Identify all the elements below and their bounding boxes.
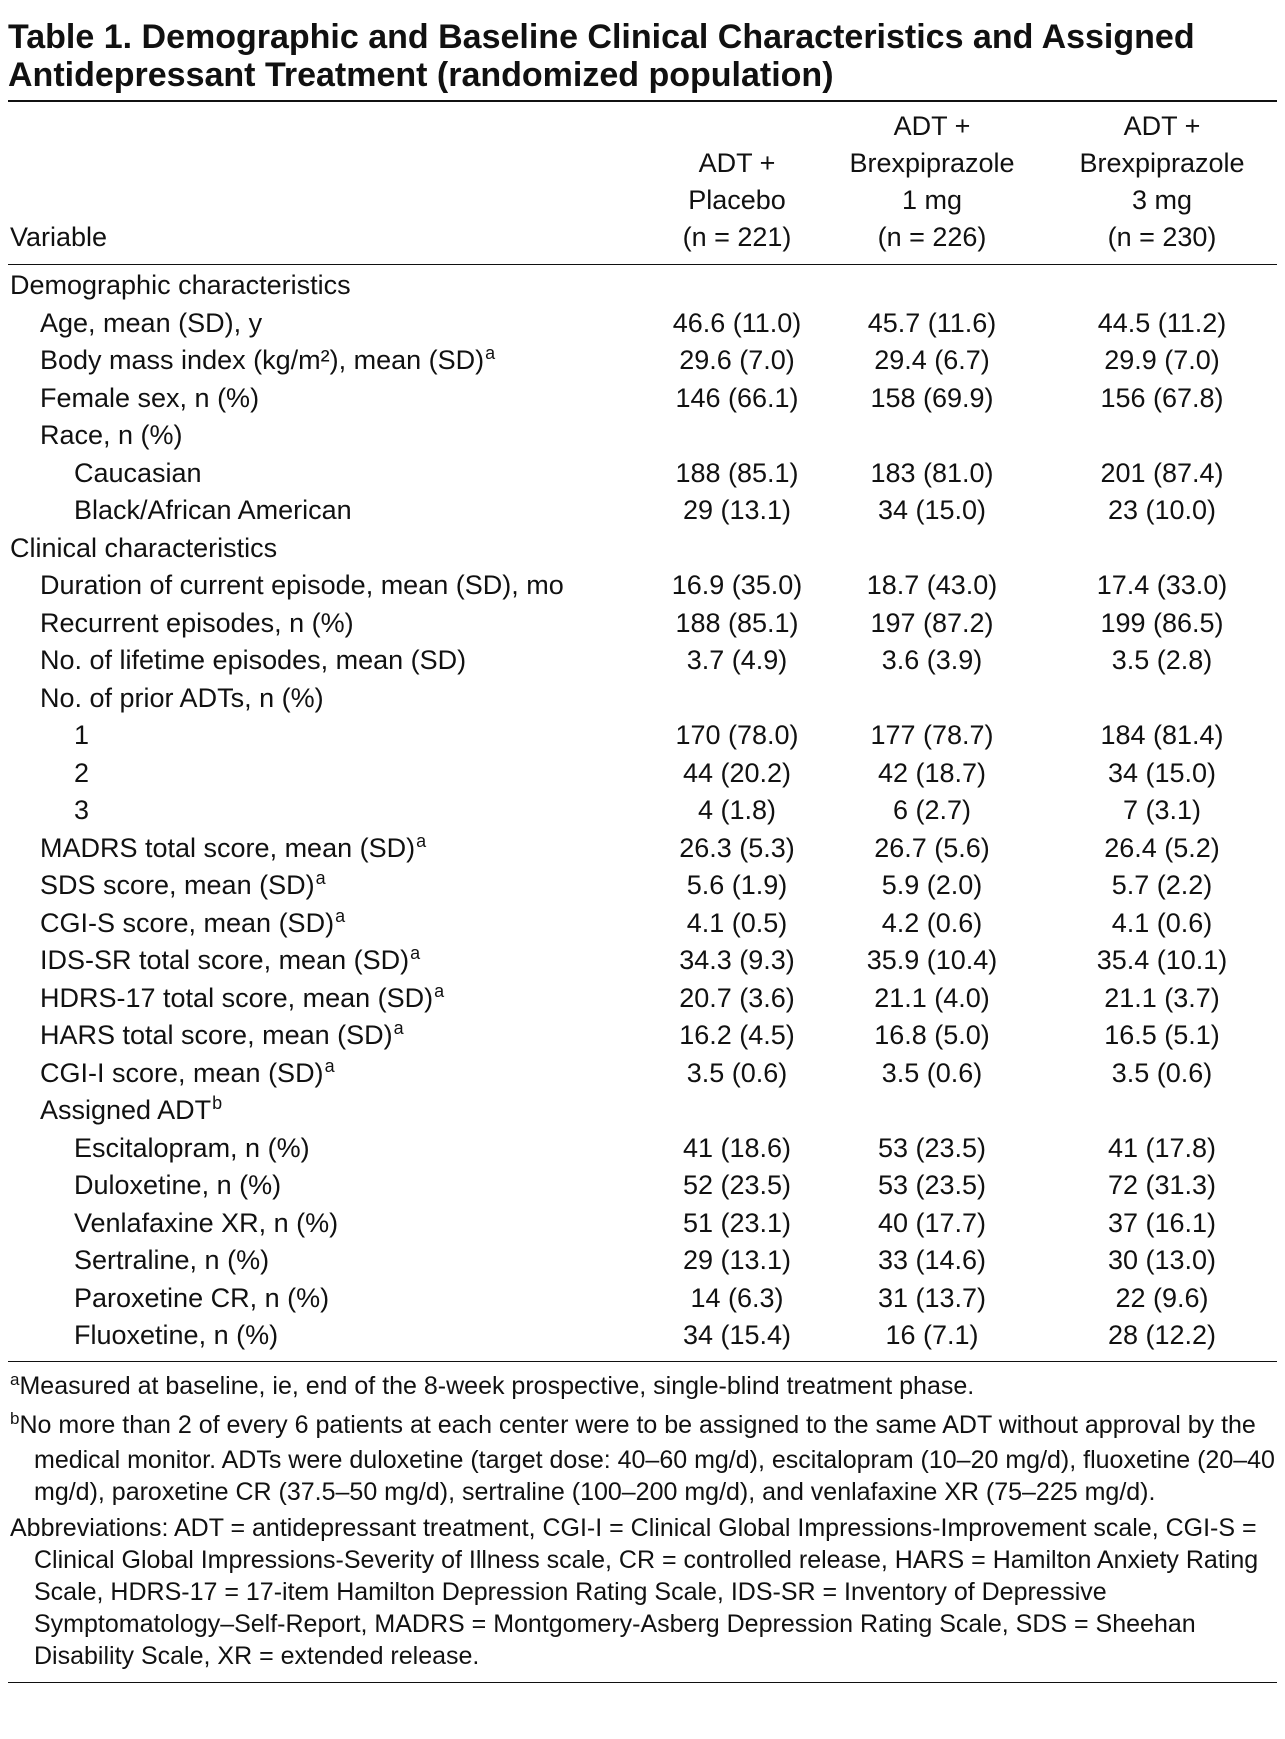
row-label: Venlafaxine XR, n (%) (74, 1207, 339, 1238)
row-label: Race, n (%) (40, 420, 183, 451)
table-row (8, 755, 1277, 793)
table-row (8, 1317, 1277, 1355)
cell-value: 22 (9.6) (1115, 1282, 1209, 1313)
table-row (8, 1167, 1277, 1205)
cell-value: 7 (3.1) (1122, 795, 1202, 826)
footnote-marker: a (315, 868, 326, 889)
row-label: MADRS total score, mean (SD)$^a$ (40, 830, 427, 863)
row-label: Duloxetine, n (%) (74, 1170, 282, 1201)
cell-value: 46.6 (11.0) (672, 307, 802, 338)
footnote-marker: a (434, 980, 445, 1001)
cell-value: 4.1 (0.6) (1111, 907, 1213, 938)
table-row (8, 1055, 1277, 1093)
table-title: Table 1. Demographic and Baseline Clinical Characteristics and Assigned Antidepressant Treatment (randomized population) (8, 18, 1277, 102)
cell-value: 34 (15.4) (682, 1320, 792, 1351)
end-rule (8, 1682, 1277, 1683)
row-label: Fluoxetine, n (%) (74, 1320, 279, 1351)
row-label: Duration of current episode, mean (SD), mo (40, 570, 564, 601)
row-label: 1 (74, 720, 90, 751)
cell-value: 26.7 (5.6) (874, 832, 990, 863)
footnote-mark: b (10, 1408, 20, 1428)
cell-value: 34.3 (9.3) (679, 945, 795, 976)
row-label: Escitalopram, n (%) (74, 1132, 310, 1163)
cell-value: 16.9 (35.0) (671, 570, 803, 601)
table-row (8, 417, 1277, 455)
table-row (8, 342, 1277, 380)
footnote-marker: b (212, 1093, 223, 1114)
table-row (8, 455, 1277, 493)
cell-value: 51 (23.1) (682, 1207, 792, 1238)
row-label: No. of lifetime episodes, mean (SD) (40, 645, 467, 676)
cell-value: 188 (85.1) (675, 607, 799, 638)
header-brex-3mg: ADT + Brexpiprazole 3 mg (n = 230) (1079, 111, 1245, 252)
row-label: CGI-S score, mean (SD)$^a$ (40, 905, 346, 938)
cell-value: 26.4 (5.2) (1104, 832, 1220, 863)
cell-value: 6 (2.7) (892, 795, 972, 826)
cell-value: 29 (13.1) (682, 1245, 792, 1276)
table-document (8, 0, 1277, 1683)
row-label: Body mass index (kg/m²), mean (SD)$^a$ (40, 343, 496, 376)
cell-value: 3.6 (3.9) (881, 645, 983, 676)
cell-value: 29.6 (7.0) (679, 345, 795, 376)
cell-value: 44 (20.2) (682, 757, 792, 788)
cell-value: 16 (7.1) (885, 1320, 979, 1351)
table-row (8, 792, 1277, 830)
cell-value: 35.9 (10.4) (866, 945, 998, 976)
footnote-marker: a (324, 1055, 335, 1076)
table-row (8, 1130, 1277, 1168)
cell-value: 3.5 (0.6) (881, 1057, 983, 1088)
footnote-marker: a (416, 830, 427, 851)
row-label: Sertraline, n (%) (74, 1245, 270, 1276)
cell-value: 41 (18.6) (682, 1132, 792, 1163)
footnote-marker: a (410, 943, 421, 964)
table-row (8, 642, 1277, 680)
table-row (8, 267, 1277, 305)
cell-value: 5.7 (2.2) (1111, 870, 1213, 901)
cell-value: 14 (6.3) (690, 1282, 784, 1313)
row-label: Black/African American (74, 495, 352, 526)
cell-value: 30 (13.0) (1107, 1245, 1217, 1276)
cell-value: 29.4 (6.7) (874, 345, 990, 376)
cell-value: 4.2 (0.6) (881, 907, 983, 938)
cell-value: 4 (1.8) (697, 795, 777, 826)
cell-value: 41 (17.8) (1107, 1132, 1217, 1163)
cell-value: 35.4 (10.1) (1096, 945, 1228, 976)
cell-value: 3.5 (0.6) (686, 1057, 788, 1088)
row-label: HDRS-17 total score, mean (SD)$^a$ (40, 980, 445, 1013)
cell-value: 34 (15.0) (877, 495, 987, 526)
row-label: No. of prior ADTs, n (%) (40, 682, 324, 713)
cell-value: 18.7 (43.0) (866, 570, 998, 601)
footnote: $^a$Measured at baseline, ie, end of the 8-week prospective, single-blind treatment phase. (10, 1369, 975, 1400)
row-label: Caucasian (74, 457, 202, 488)
cell-value: 37 (16.1) (1107, 1207, 1217, 1238)
cell-value: 183 (81.0) (870, 457, 994, 488)
footnote: Abbreviations: ADT = antidepressant treatment, CGI-I = Clinical Global Impressions-Improvement scale, CGI-S = Clinical Global Impressions-Severity of Illness scale, CR = controlled release, HARS = Hamilton Anxiety Rating Scale, HDRS-17 = 17-item Hamilton Depression Rating Scale, IDS-SR = Inventory of Depressive Symptomatology–Self-Report, MADRS = Montgomery-Asberg Depression Rating Scale, SDS = Sheehan Disability Scale, XR = extended release. (10, 1513, 1259, 1670)
cell-value: 201 (87.4) (1100, 457, 1224, 488)
cell-value: 20.7 (3.6) (679, 982, 795, 1013)
row-label: CGI-I score, mean (SD)$^a$ (40, 1055, 335, 1088)
cell-value: 53 (23.5) (877, 1170, 987, 1201)
cell-value: 5.6 (1.9) (686, 870, 788, 901)
table-body (8, 265, 1277, 1355)
table-row (8, 1017, 1277, 1055)
row-label: Age, mean (SD), y (40, 307, 263, 338)
cell-value: 29 (13.1) (682, 495, 792, 526)
table-header (8, 102, 1277, 265)
row-label: Female sex, n (%) (40, 382, 260, 413)
footnote: $^b$No more than 2 of every 6 patients at each center were to be assigned to the same ADT without approval by the medical monitor. ADTs were duloxetine (target dose: 40–60 mg/d), escitalopram (10–20 mg/d), fluoxetine (20–40 mg/d), paroxetine CR (37.5–50 mg/d), sertraline (100–200 mg/d), and venlafaxine XR (75–225 mg/d). (10, 1408, 1275, 1506)
row-label: HARS total score, mean (SD)$^a$ (40, 1018, 404, 1051)
cell-value: 53 (23.5) (877, 1132, 987, 1163)
cell-value: 33 (14.6) (877, 1245, 987, 1276)
table-row (8, 567, 1277, 605)
cell-value: 42 (18.7) (877, 757, 987, 788)
cell-value: 52 (23.5) (682, 1170, 792, 1201)
row-label: 2 (74, 757, 90, 788)
footnote-marker: a (485, 343, 496, 364)
table-row (8, 1280, 1277, 1318)
cell-value: 72 (31.3) (1107, 1170, 1217, 1201)
cell-value: 23 (10.0) (1107, 495, 1217, 526)
cell-value: 44.5 (11.2) (1097, 307, 1227, 338)
cell-value: 16.8 (5.0) (874, 1020, 990, 1051)
row-label: Paroxetine CR, n (%) (74, 1282, 330, 1313)
cell-value: 34 (15.0) (1107, 757, 1217, 788)
table-row (8, 942, 1277, 980)
cell-value: 5.9 (2.0) (881, 870, 983, 901)
header-variable: Variable (10, 222, 108, 252)
table-row (8, 830, 1277, 868)
table-row (8, 1092, 1277, 1130)
cell-value: 21.1 (4.0) (874, 982, 990, 1013)
table-row (8, 492, 1277, 530)
table-row (8, 717, 1277, 755)
cell-value: 177 (78.7) (870, 720, 994, 751)
footnote-marker: a (393, 1018, 404, 1039)
cell-value: 28 (12.2) (1107, 1320, 1217, 1351)
cell-value: 199 (86.5) (1100, 607, 1224, 638)
cell-value: 188 (85.1) (675, 457, 799, 488)
table-row (8, 605, 1277, 643)
cell-value: 3.5 (2.8) (1111, 645, 1213, 676)
header-brex-1mg: ADT + Brexpiprazole 1 mg (n = 226) (849, 111, 1015, 252)
table-row (8, 1242, 1277, 1280)
cell-value: 4.1 (0.5) (686, 907, 788, 938)
footnote-mark: a (10, 1369, 20, 1389)
cell-value: 156 (67.8) (1100, 382, 1224, 413)
table-row (8, 305, 1277, 343)
row-label: 3 (74, 795, 90, 826)
cell-value: 16.5 (5.1) (1104, 1020, 1220, 1051)
table-row (8, 905, 1277, 943)
table-row (8, 530, 1277, 568)
row-label: Clinical characteristics (10, 532, 278, 563)
cell-value: 184 (81.4) (1100, 720, 1224, 751)
row-label: Recurrent episodes, n (%) (40, 607, 354, 638)
cell-value: 197 (87.2) (870, 607, 994, 638)
table-row (8, 380, 1277, 418)
cell-value: 3.7 (4.9) (686, 645, 788, 676)
cell-value: 45.7 (11.6) (867, 307, 997, 338)
cell-value: 31 (13.7) (877, 1282, 987, 1313)
table-row (8, 867, 1277, 905)
cell-value: 16.2 (4.5) (679, 1020, 795, 1051)
table-row (8, 680, 1277, 718)
row-label: SDS score, mean (SD)$^a$ (40, 868, 326, 901)
cell-value: 146 (66.1) (675, 382, 799, 413)
cell-value: 26.3 (5.3) (679, 832, 795, 863)
cell-value: 21.1 (3.7) (1104, 982, 1220, 1013)
row-label: Demographic characteristics (10, 270, 351, 301)
cell-value: 3.5 (0.6) (1111, 1057, 1213, 1088)
cell-value: 170 (78.0) (675, 720, 799, 751)
table-row (8, 1205, 1277, 1243)
cell-value: 40 (17.7) (877, 1207, 987, 1238)
footnotes (8, 1362, 1277, 1672)
footnote-marker: a (335, 905, 346, 926)
cell-value: 17.4 (33.0) (1096, 570, 1228, 601)
cell-value: 29.9 (7.0) (1104, 345, 1220, 376)
table-row (8, 980, 1277, 1018)
cell-value: 158 (69.9) (870, 382, 994, 413)
header-placebo: ADT + Placebo (n = 221) (682, 148, 792, 252)
row-label: IDS-SR total score, mean (SD)$^a$ (40, 943, 421, 976)
row-label: Assigned ADT$^b$ (40, 1093, 223, 1126)
